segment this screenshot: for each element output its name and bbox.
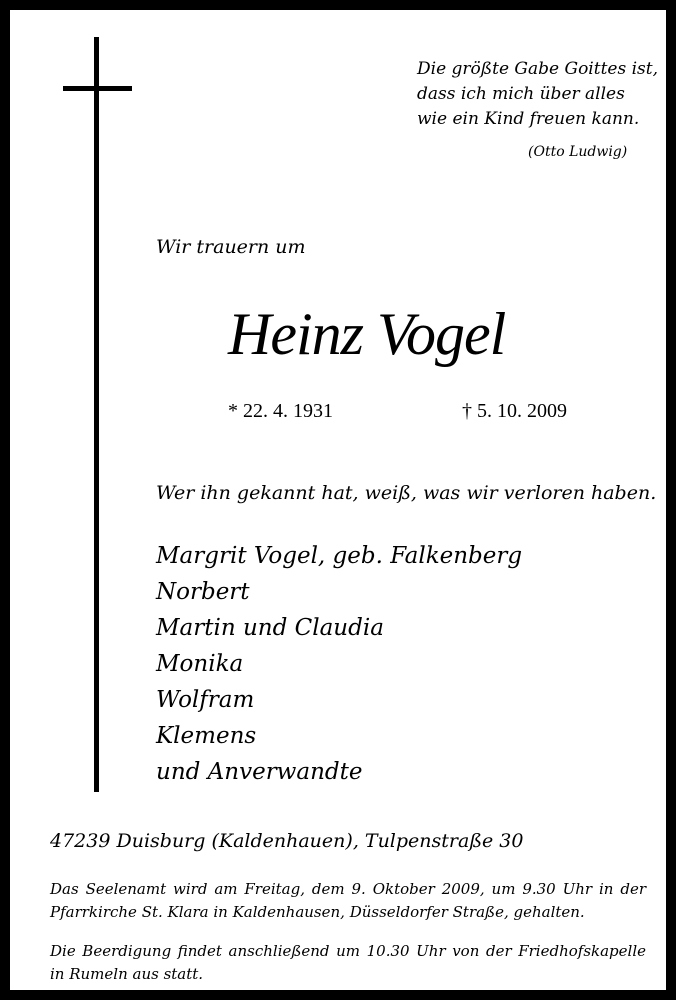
mourner-name: Norbert <box>156 579 250 605</box>
death-date: † 5. 10. 2009 <box>462 400 567 422</box>
address: 47239 Duisburg (Kaldenhauen), Tulpenstraße 30 <box>50 830 524 852</box>
mourner-name: Martin und Claudia <box>156 615 384 641</box>
motto: Wer ihn gekannt hat, weiß, was wir verloren haben. <box>156 482 657 504</box>
mourner-name: und Anverwandte <box>156 759 363 785</box>
requiem-notice: Das Seelenamt wird am Freitag, dem 9. Oktober 2009, um 9.30 Uhr in der Pfarrkirche St. Klara in Kaldenhausen, Düsseldorfer Straße, gehalten. <box>50 880 646 921</box>
mourner-name: Klemens <box>156 723 257 749</box>
quote-line: dass ich mich über alles <box>417 84 625 104</box>
quote-line: wie ein Kind freuen kann. <box>417 109 640 129</box>
birth-date: * 22. 4. 1931 <box>228 400 333 422</box>
cross-vertical-bar <box>94 37 99 792</box>
mourner-name: Wolfram <box>156 687 255 713</box>
quote-author: (Otto Ludwig) <box>528 144 628 160</box>
quote-line: Die größte Gabe Goittes ist, <box>417 59 658 79</box>
mourner-name: Margrit Vogel, geb. Falkenberg <box>156 543 523 569</box>
mourners-list <box>156 538 522 790</box>
burial-notice: Die Beerdigung findet anschließend um 10.30 Uhr von der Friedhofskapelle in Rumeln aus statt. <box>50 942 646 983</box>
obituary-card <box>10 10 666 990</box>
cross-horizontal-bar <box>63 86 132 91</box>
quote <box>417 57 658 132</box>
deceased-name: Heinz Vogel <box>228 301 506 367</box>
mourner-name: Monika <box>156 651 244 677</box>
intro-text: Wir trauern um <box>156 236 306 258</box>
